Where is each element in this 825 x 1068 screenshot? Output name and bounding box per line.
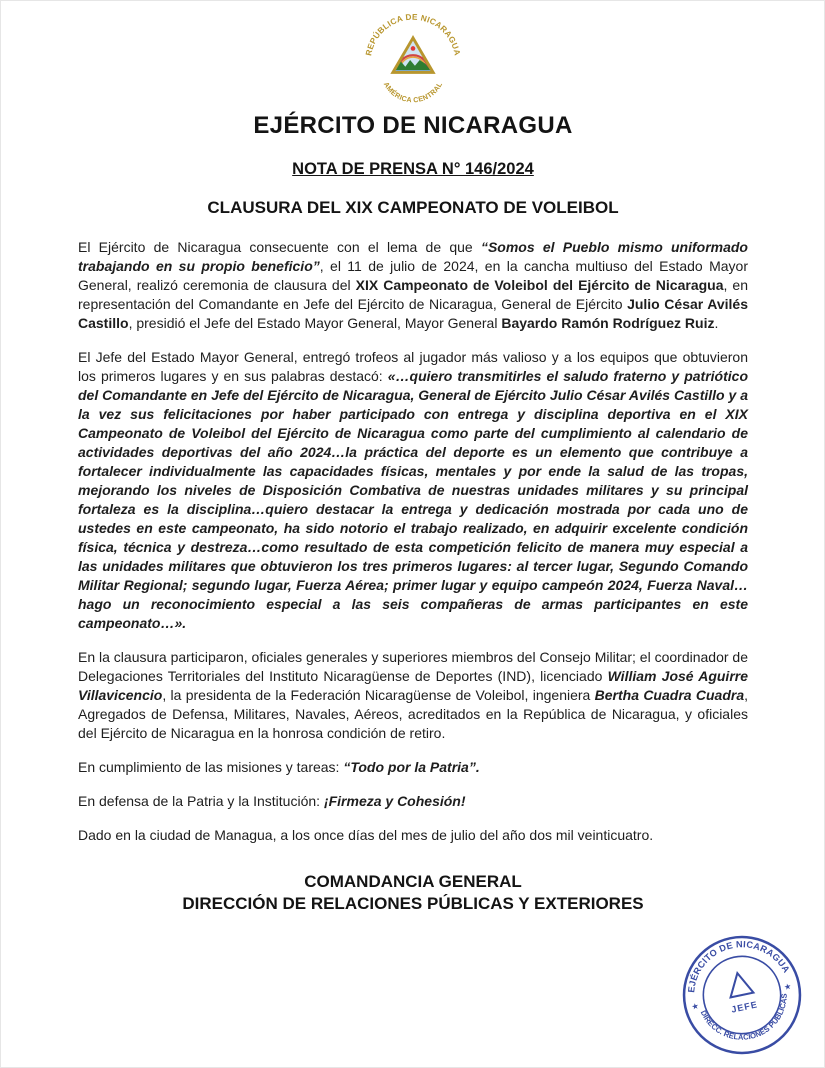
logo-bottom-text: AMÉRICA CENTRAL: [381, 80, 445, 105]
seal-center-emblem: [724, 970, 759, 1014]
footer: [78, 871, 748, 915]
text-run-bold-italic: William José Aguirre Villavicencio: [78, 668, 749, 703]
text-run: En la clausura participaron, oficiales generales y superiores miembros del Consejo Militar; el coordinador de Delegaciones Territoriales del Instituto Nicaragüense de Deportes (IND), licenciado: [78, 649, 748, 684]
text-run: , la presidenta de la Federación Nicaragüense de Voleibol, ingeniera: [162, 687, 595, 703]
paragraph-1: [78, 238, 748, 333]
text-run: Dado en la ciudad de Managua, a los once días del mes de julio del año dos mil veinticuatro.: [78, 827, 654, 843]
text-run: .: [714, 315, 719, 331]
footer-directorate-line: DIRECCIÓN DE RELACIONES PÚBLICAS Y EXTERIORES: [182, 894, 644, 913]
svg-text:AMÉRICA CENTRAL: [382, 80, 445, 104]
text-run-bold-italic: “Somos el Pueblo mismo uniformado trabajando en su propio beneficio”: [78, 239, 748, 274]
seal-star-icon: ★: [783, 981, 793, 993]
relations-directorate-seal-icon: [670, 923, 815, 1068]
paragraph-2: [78, 348, 748, 633]
seal-bottom-text: DIRECC. RELACIONES PÚBLICAS: [698, 993, 789, 1042]
text-run: El Ejército de Nicaragua consecuente con el lema de que: [78, 239, 481, 255]
text-run: , Agregados de Defensa, Militares, Navales, Aéreos, acreditados en la República de Nicaragua, y oficiales del Ejército de Nicaragua en la honrosa condición de retiro.: [78, 687, 748, 741]
text-run: En defensa de la Patria y la Institución:: [78, 793, 324, 809]
seal-star-icon: ★: [690, 1001, 700, 1012]
nicaragua-coat-of-arms-icon: [349, 12, 477, 108]
seal-center-text: JEFE: [730, 999, 759, 1015]
seal-top-text: EJÉRCITO DE NICARAGUA: [686, 939, 792, 994]
text-run: El Jefe del Estado Mayor General, entregó trofeos al jugador más valioso y a los equipos que obtuvieron los primeros lugares y en sus palabras destacó:: [78, 349, 748, 384]
logo-top-text: REPÚBLICA DE NICARAGUA: [364, 12, 462, 57]
text-run: En cumplimiento de las misiones y tareas:: [78, 759, 344, 775]
footer-command-line: COMANDANCIA GENERAL: [304, 872, 522, 891]
text-run: , el 11 de julio de 2024, en la cancha multiuso del Estado Mayor General, realizó ceremonia de clausura del: [78, 258, 748, 293]
logo-triangle-scene: [393, 38, 433, 73]
text-run-bold-italic: Bertha Cuadra Cuadra: [594, 687, 745, 703]
paragraph-5: [78, 792, 748, 811]
text-run-bold: XIX Campeonato de Voleibol del Ejército de Nicaragua: [355, 277, 724, 293]
text-run-bold: Julio César Avilés Castillo: [78, 296, 749, 331]
paragraph-3: [78, 648, 748, 743]
paragraph-4: [78, 758, 748, 777]
text-run: , en representación del Comandante en Jefe del Ejército de Nicaragua, General de Ejército: [78, 277, 749, 312]
logo-container: [78, 12, 748, 108]
organization-title: EJÉRCITO DE NICARAGUA: [253, 112, 573, 139]
text-run-bold-italic: «…quiero transmitirles el saludo fraterno y patriótico del Comandante en Jefe del Ejército de Nicaragua, General de Ejército Julio César Avilés Castillo y a la vez sus felicitaciones por haber participado con entrega y disciplina deportiva en el XIX Campeonato de Voleibol del Ejército de Nicaragua como parte del cumplimiento al calendario de actividades deportivas del año 2024…la práctica del deporte es un elemento que contribuye a fortalecer individualmente las capacidades físicas, mentales y por ende la salud de las tropas, mejorando los niveles de Disposición Combativa de nuestras unidades militares y su principal fortaleza es la disciplina…quiero destacar la entrega y dedicación mostrada por cada uno de ustedes en este campeonato, ha sido notorio el trabajo realizado, en adquirir excelente condición física, técnica y destreza…como resultado de esta competición felicito de manera muy especial a las unidades militares que obtuvieron los tres primeros lugares: al tercer lugar, Segundo Comando Militar Regional; segundo lugar, Fuerza Aérea; primer lugar y equipo campeón 2024, Fuerza Naval…hago un reconocimiento especial a las seis compañeras de armas participantes en este campeonato…».: [78, 368, 748, 631]
headline: CLAUSURA DEL XIX CAMPEONATO DE VOLEIBOL: [207, 198, 619, 217]
press-note-number: NOTA DE PRENSA N° 146/2024: [292, 160, 534, 178]
paragraph-6: [78, 826, 748, 845]
text-run-bold-italic: ¡Firmeza y Cohesión!: [323, 793, 466, 809]
text-run: , presidió el Jefe del Estado Mayor General, Mayor General: [128, 315, 502, 331]
text-run-bold-italic: “Todo por la Patria”.: [343, 759, 480, 775]
text-run-bold: Bayardo Ramón Rodríguez Ruiz: [501, 315, 715, 331]
